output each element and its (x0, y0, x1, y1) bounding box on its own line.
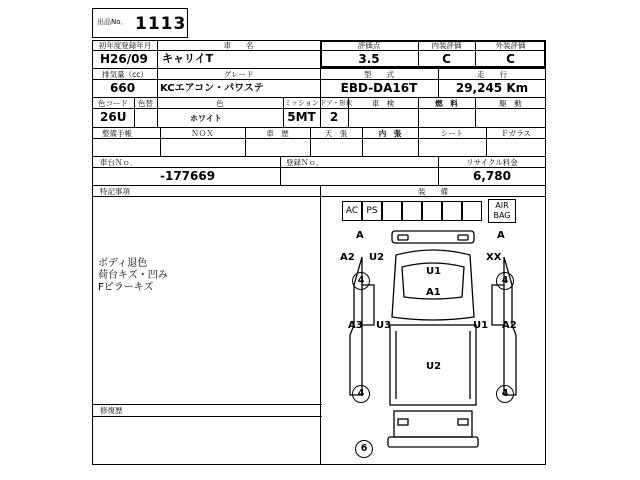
damage-mark: A1 (426, 287, 441, 298)
headlight (458, 235, 468, 240)
front-bumper (392, 231, 474, 243)
color-value: ホワイト (190, 114, 222, 123)
interior-trim-label: 内 張 (378, 129, 402, 138)
damage-mark: A2 (502, 320, 517, 331)
doors-label: ドア・形状 (320, 99, 353, 107)
damage-mark: U1 (473, 320, 489, 331)
interior-score-label: 内装評価 (431, 41, 462, 50)
equipment-slot (422, 201, 442, 221)
registration-number-label: 登録Ｎｏ． (286, 158, 324, 167)
grade-value: KCエアコン・パワステ (160, 83, 264, 94)
maintenance-book-label: 整備手帳 (102, 129, 132, 138)
exterior-score-value: C (506, 52, 515, 66)
damage-mark: U3 (376, 320, 392, 331)
nox-label: ＮＯＸ (191, 129, 214, 138)
interior-score-value: C (442, 52, 451, 66)
grade-label: グレード (223, 70, 254, 79)
first-reg-label: 初年度登録年月 (98, 41, 152, 50)
damage-mark: XX (486, 252, 502, 263)
lot-number-value: 1113 (135, 14, 187, 34)
tire-rear-left: 4 (352, 385, 370, 403)
model-name-label: 車 名 (223, 41, 254, 50)
equipment-slot (382, 201, 402, 221)
headlight (398, 235, 408, 240)
model-type-label: 型 式 (364, 70, 394, 79)
damage-mark: A2 (340, 252, 355, 263)
damage-mark: A (497, 230, 505, 241)
mileage-label: 走 行 (477, 70, 507, 79)
color-change-label: 色替 (138, 99, 153, 108)
color-code-value: 26U (100, 110, 127, 124)
score-label: 評価点 (357, 41, 381, 50)
vehicle-history-label: 車 歴 (266, 129, 289, 138)
tire-front-left: 4 (352, 272, 370, 290)
tire-front-right: 4 (496, 272, 514, 290)
score-value: 3.5 (358, 52, 380, 66)
remarks-label: 特記事項 (100, 187, 130, 196)
damage-mark: A3 (348, 320, 363, 331)
seat-label: シート (440, 129, 464, 138)
chassis-number-label: 車台Ｎｏ． (100, 158, 138, 167)
spare-tire: 6 (355, 440, 373, 458)
displacement-value: 660 (110, 81, 136, 95)
fuel-label: 燃 料 (435, 99, 458, 108)
model-name-value: キャリイT (162, 52, 214, 65)
rear-gate (394, 411, 472, 437)
front-glass-label: Ｆガラス (501, 129, 531, 138)
roof-lining-label: 天 張 (324, 129, 348, 138)
equipment-airbag: AIR BAG (488, 199, 516, 223)
lot-number-label: 出品No． (97, 18, 128, 26)
model-type-value: EBD-DA16T (340, 81, 418, 95)
exterior-score-label: 外装評価 (495, 41, 526, 50)
lot-number-box (92, 8, 188, 38)
cab-outline (392, 250, 474, 320)
damage-mark: U2 (426, 361, 442, 372)
recycle-fee-value: 6,780 (473, 169, 511, 183)
remark-line: ボディ退色 (98, 258, 148, 269)
equipment-slot (462, 201, 482, 221)
equipment-ac: AC (342, 201, 362, 221)
equipment-slot (442, 201, 462, 221)
mileage-value: 29,245 Km (455, 81, 529, 95)
damage-mark: U1 (426, 266, 442, 277)
first-reg-value: H26/09 (100, 52, 148, 66)
repair-history-label: 修復歴 (100, 406, 123, 415)
truck-diagram (322, 225, 544, 463)
mission-label: ミッション (284, 99, 319, 107)
tire-rear-right: 4 (496, 385, 514, 403)
rear-bumper (388, 437, 478, 447)
displacement-label: 排気量（cc） (102, 70, 148, 79)
remark-line: Fピラーキズ (98, 282, 154, 293)
damage-mark: A (356, 230, 364, 241)
inspection-label: 車 検 (371, 99, 395, 108)
damage-mark: U2 (369, 252, 385, 263)
recycle-fee-label: リサイクル料金 (466, 158, 518, 167)
remark-line: 荷台キズ・凹み (98, 270, 168, 281)
equipment-ps: PS (362, 201, 382, 221)
equipment-slot (402, 201, 422, 221)
equipment-label: 装 備 (418, 187, 448, 196)
drive-label: 駆 動 (499, 99, 522, 108)
chassis-number-value: -177669 (160, 169, 216, 183)
doors-value: 2 (329, 110, 339, 124)
mission-value: 5MT (287, 110, 316, 124)
color-label: 色 (216, 99, 224, 108)
color-code-label: 色コード (98, 99, 128, 108)
